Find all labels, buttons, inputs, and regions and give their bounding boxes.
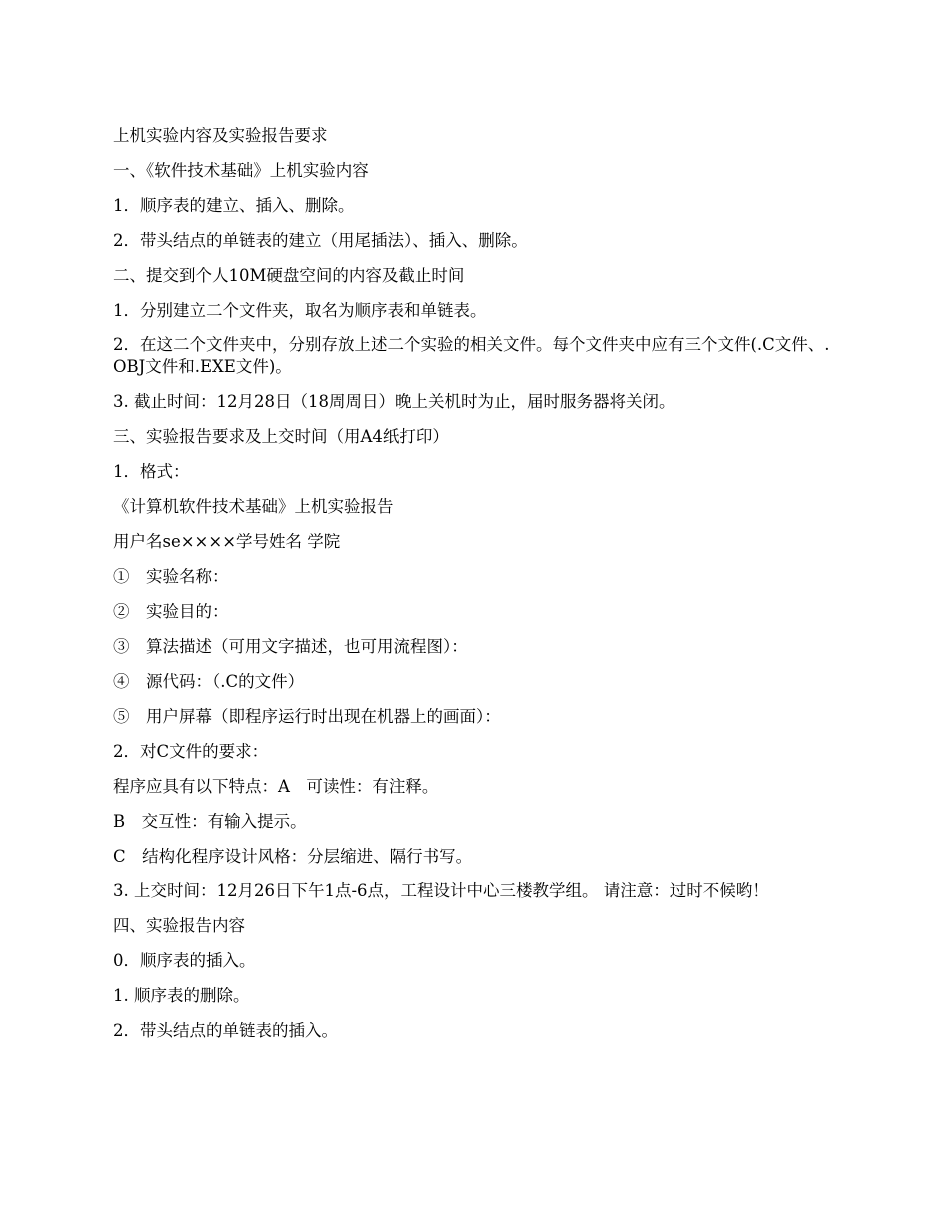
section-heading-3: 三、实验报告要求及上交时间（用A4纸打印） — [113, 427, 449, 446]
paragraph: 2．在这二个文件夹中，分别存放上述二个实验的相关文件。每个文件夹中应有三个文件(.C文件、.OBJ文件和.EXE文件)。 — [113, 335, 830, 376]
section-heading-1: 一、《软件技术基础》上机实验内容 — [113, 161, 369, 180]
paragraph: 1．顺序表的建立、插入、删除。 — [113, 196, 355, 215]
document-title: 上机实验内容及实验报告要求 — [113, 126, 328, 145]
paragraph: C 结构化程序设计风格：分层缩进、隔行书写。 — [113, 847, 473, 866]
paragraph: 1．分别建立二个文件夹，取名为顺序表和单链表。 — [113, 301, 487, 320]
document-body — [113, 124, 843, 1054]
report-title: 《计算机软件技术基础》上机实验报告 — [113, 497, 394, 516]
paragraph: B 交互性：有输入提示。 — [113, 812, 307, 831]
paragraph: 程序应具有以下特点：A 可读性：有注释。 — [113, 777, 439, 796]
list-item: ④ 源代码：（.C的文件） — [113, 672, 305, 691]
paragraph: 0．顺序表的插入。 — [113, 951, 256, 970]
paragraph: 1．格式： — [113, 462, 190, 481]
paragraph: 1. 顺序表的删除。 — [113, 986, 250, 1005]
paragraph: 3. 上交时间：12月26日下午1点-6点，工程设计中心三楼教学组。 请注意：过时不候哟！ — [113, 881, 769, 900]
list-item: ⑤ 用户屏幕（即程序运行时出现在机器上的画面）： — [113, 707, 501, 726]
list-item: ② 实验目的： — [113, 602, 229, 621]
paragraph: 2．带头结点的单链表的插入。 — [113, 1021, 338, 1040]
list-item: ③ 算法描述（可用文字描述，也可用流程图）： — [113, 637, 468, 656]
section-heading-2: 二、提交到个人10M硬盘空间的内容及截止时间 — [113, 266, 465, 285]
list-item: ① 实验名称： — [113, 567, 229, 586]
section-heading-4: 四、实验报告内容 — [113, 916, 245, 935]
paragraph: 3. 截止时间：12月28日（18周周日）晚上关机时为止，届时服务器将关闭。 — [113, 392, 676, 411]
paragraph: 2．对C文件的要求： — [113, 742, 269, 761]
paragraph: 2．带头结点的单链表的建立（用尾插法）、插入、删除。 — [113, 231, 528, 250]
report-header-fields: 用户名se××××学号姓名 学院 — [113, 532, 341, 551]
